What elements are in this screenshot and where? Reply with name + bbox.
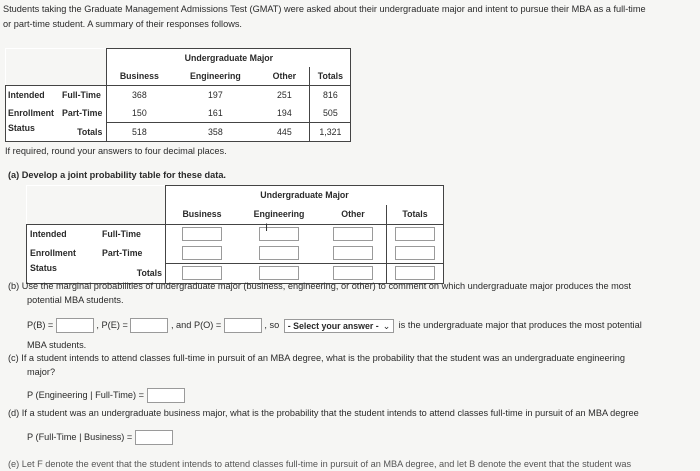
part-a-prompt: (a) Develop a joint probability table for these data. [8,170,226,180]
joint-group-intended: Intended [27,224,100,244]
input-fulltime-other[interactable] [333,227,373,241]
joint-row-fulltime: Full-Time [99,224,166,244]
input-totals-other[interactable] [333,266,373,280]
summary-row-fulltime: Full-Time [58,86,107,105]
p-ft-given-business-label: P (Full-Time | Business) = [27,431,133,442]
summary-cell: 1,321 [310,123,351,142]
intro-line-2: or part-time student. A summary of their responses follows. [3,19,242,29]
summary-col-engineering: Engineering [171,67,259,86]
intro-text [3,2,697,32]
joint-group-status: Status [27,263,100,283]
part-b-answer-row [27,318,642,333]
p-eng-given-ft-label: P (Engineering | Full-Time) = [27,389,145,400]
summary-group-enrollment: Enrollment [6,104,58,123]
summary-cell: 518 [107,123,172,142]
so-label: , so [264,319,280,330]
input-parttime-other[interactable] [333,246,373,260]
summary-major-header: Undergraduate Major [107,49,351,68]
summary-cell: 194 [277,108,292,118]
part-b-line-2: potential MBA students. [27,295,124,305]
major-select-value: - Select your answer - [287,320,379,331]
part-c-line-2: major? [27,367,56,377]
summary-cell: 358 [171,123,259,142]
intro-line-1: Students taking the Graduate Management Admissions Test (GMAT) were asked about their undergraduate major and intent to pursue their MBA as a full-time [3,4,646,14]
input-p-ft-given-business[interactable] [135,430,173,445]
summary-cell: 251 [277,90,292,100]
joint-col-engineering: Engineering [253,209,305,219]
summary-cell: 150 [107,104,172,123]
joint-col-business: Business [166,205,239,225]
summary-row-parttime: Part-Time [61,108,103,119]
part-d-line-1: (d) If a student was an undergraduate business major, what is the probability that the student intends to attend classes full-time in pursuit of an MBA degree [8,408,639,418]
pb-label: P(B) = [27,319,54,330]
summary-row-totals: Totals [58,123,107,142]
part-b-line-1: (b) Use the marginal probabilities of undergraduate major (business, engineering, or other) to comment on which undergraduate major produces the most [8,281,632,291]
text-cursor-icon: I [265,222,269,234]
summary-cell: 505 [310,104,351,123]
input-po[interactable] [224,318,262,333]
round-note: If required, round your answers to four decimal places. [5,146,227,156]
summary-cell: 197 [208,90,223,100]
input-fulltime-totals[interactable] [395,227,435,241]
summary-col-other: Other [259,67,310,86]
po-label: , and P(O) = [170,319,222,330]
joint-group-enrollment: Enrollment [27,244,100,264]
part-e-line-1: (e) Let F denote the event that the student intends to attend classes full-time in pursuit of an MBA degree, and let B denote the event that the student was [8,459,632,469]
summary-col-totals: Totals [310,67,351,86]
input-parttime-business[interactable] [182,246,222,260]
after-select-text: is the undergraduate major that produces the most potential [398,319,642,330]
input-totals-business[interactable] [182,266,222,280]
input-totals-engineering[interactable] [259,266,299,280]
part-d-answer-row [27,430,173,445]
joint-col-totals: Totals [387,205,444,225]
joint-row-totals: Totals [99,263,166,283]
joint-col-other: Other [341,209,365,219]
summary-cell: 368 [107,86,172,105]
major-select[interactable] [284,319,394,333]
input-pe[interactable] [130,318,168,333]
summary-group-status: Status [6,123,58,142]
part-c-line-1: (c) If a student intends to attend classes full-time in pursuit of an MBA degree, what is the probability that the student was an undergraduate engineering [8,353,625,363]
part-b-line-4: MBA students. [27,340,87,350]
input-totals-totals[interactable] [395,266,435,280]
joint-major-header: Undergraduate Major [166,186,444,205]
pe-label: , P(E) = [96,319,128,330]
input-fulltime-business[interactable] [182,227,222,241]
part-c-answer-row [27,388,185,403]
input-parttime-engineering[interactable] [259,246,299,260]
input-p-eng-given-ft[interactable] [147,388,185,403]
input-parttime-totals[interactable] [395,246,435,260]
summary-table [5,48,351,142]
summary-col-business: Business [107,67,172,86]
joint-probability-table [26,185,444,284]
input-pb[interactable] [56,318,94,333]
summary-group-intended: Intended [6,86,58,105]
summary-cell: 161 [208,108,223,118]
chevron-down-icon: ⌄ [382,320,391,331]
summary-cell: 816 [310,86,351,105]
joint-row-parttime: Part-Time [102,248,143,259]
summary-cell: 445 [259,123,310,142]
